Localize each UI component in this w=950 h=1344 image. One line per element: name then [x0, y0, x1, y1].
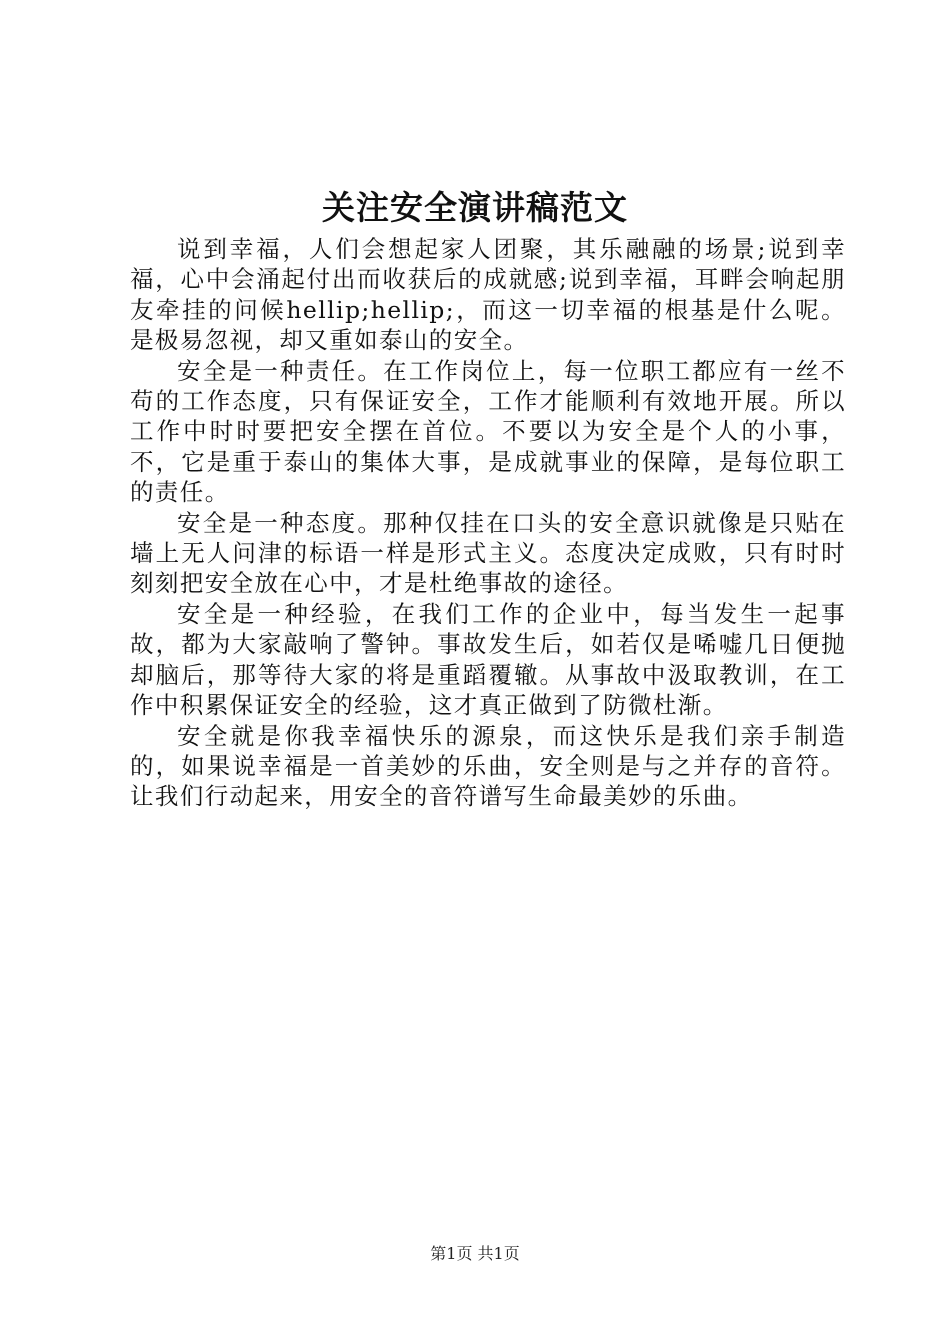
paragraph-2: 安全是一种责任。在工作岗位上，每一位职工都应有一丝不苟的工作态度，只有保证安全，工作才能顺利有效地开展。所以工作中时时要把安全摆在首位。不要以为安全是个人的小事，不，它是重于泰山的集体大事，是成就事业的保障，是每位职工的责任。 — [130, 356, 846, 507]
paragraph-4: 安全是一种经验，在我们工作的企业中，每当发生一起事故，都为大家敲响了警钟。事故发生后，如若仅是唏嘘几日便抛却脑后，那等待大家的将是重蹈覆辙。从事故中汲取教训，在工作中积累保证安全的经验，这才真正做到了防微杜渐。 — [130, 599, 846, 720]
document-body — [130, 234, 846, 812]
paragraph-1: 说到幸福，人们会想起家人团聚，其乐融融的场景;说到幸福，心中会涌起付出而收获后的成就感;说到幸福，耳畔会响起朋友牵挂的问候hellip;hellip;，而这一切幸福的根基是什么呢。是极易忽视，却又重如泰山的安全。 — [130, 235, 846, 355]
page-footer: 第1页 共1页 — [430, 1244, 520, 1263]
paragraph-5: 安全就是你我幸福快乐的源泉，而这快乐是我们亲手制造的，如果说幸福是一首美妙的乐曲，安全则是与之并存的音符。让我们行动起来，用安全的音符谱写生命最美妙的乐曲。 — [130, 721, 846, 811]
document-title: 关注安全演讲稿范文 — [322, 188, 628, 227]
paragraph-3: 安全是一种态度。那种仅挂在口头的安全意识就像是只贴在墙上无人问津的标语一样是形式主义。态度决定成败，只有时时刻刻把安全放在心中，才是杜绝事故的途径。 — [130, 508, 846, 598]
